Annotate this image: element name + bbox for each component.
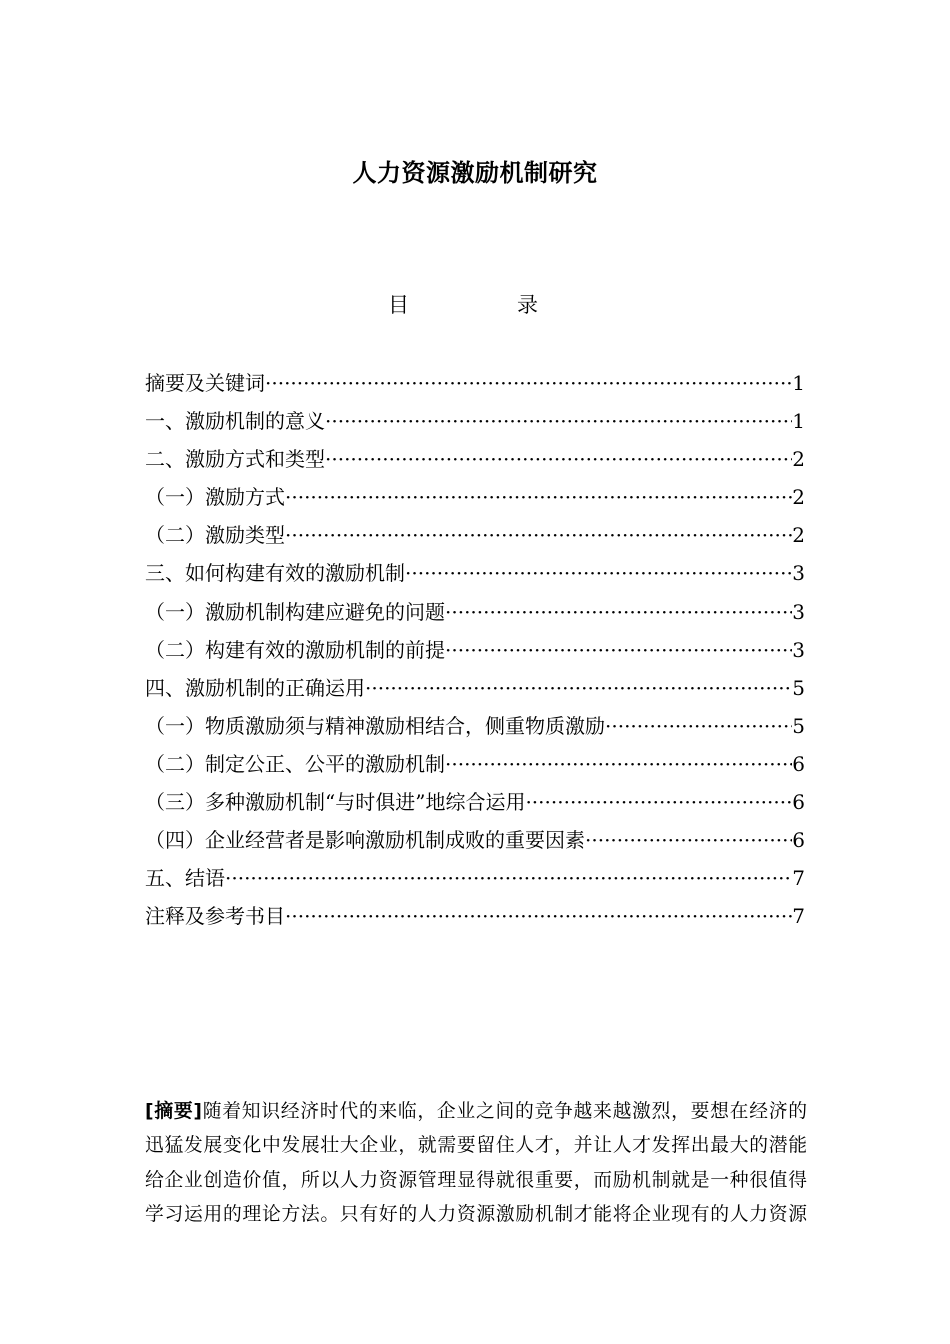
toc-leader-dots [225,859,792,897]
toc-entry-text: 一、激励机制的意义 [145,409,325,434]
toc-page-number: 1 [792,409,805,434]
abstract-line: 给企业创造价值，所以人力资源管理显得就很重要，而励机制就是一种很值得 [145,1169,807,1191]
toc-entry[interactable] [145,478,805,516]
abstract-line: 学习运用的理论方法。只有好的人力资源激励机制才能将企业现有的人力资源 [145,1203,807,1225]
document-title: 人力资源激励机制研究 [352,159,598,187]
toc-page-number: 6 [792,751,805,776]
toc-entry[interactable] [145,669,805,707]
toc-page-number: 5 [792,713,805,738]
toc-entry[interactable] [145,440,805,478]
toc-leader-dots [525,783,792,821]
toc-entry-text: （一）激励方式 [145,485,285,510]
toc-entry[interactable] [145,364,805,402]
toc-entry[interactable] [145,631,805,669]
toc-entry[interactable] [145,783,805,821]
toc-entry[interactable] [145,745,805,783]
toc-leader-dots [585,821,792,859]
toc-entry-text: 四、激励机制的正确运用 [145,675,365,700]
toc-heading [388,290,538,320]
toc-page-number: 2 [792,447,805,472]
toc-entry-text: 注释及参考书目 [145,904,285,929]
toc-leader-dots [445,745,792,783]
toc-entry[interactable] [145,821,805,859]
toc-entry[interactable] [145,554,805,592]
abstract-text: 随着知识经济时代的来临，企业之间的竞争越来越激烈，要想在经济的 [201,1101,807,1122]
toc-leader-dots [365,669,792,707]
toc-leader-dots [325,440,792,478]
toc-page-number: 7 [792,866,805,891]
toc-page-number: 3 [792,637,805,662]
toc-heading-left: 目 [388,293,409,317]
toc-leader-dots [325,402,792,440]
toc-leader-dots [605,707,792,745]
toc-page-number: 2 [792,485,805,510]
toc-entry[interactable] [145,897,805,935]
abstract [145,1095,807,1232]
toc-entry[interactable] [145,516,805,554]
toc-entry-text: 三、如何构建有效的激励机制 [145,561,405,586]
abstract-label: [摘要] [145,1101,202,1122]
toc-page-number: 2 [792,523,805,548]
toc-leader-dots [265,364,792,402]
toc-entry-text: （一）物质激励须与精神激励相结合，侧重物质激励 [145,713,605,738]
toc-entry-text: （三）多种激励机制“与时俱进”地综合运用 [145,790,526,815]
abstract-line: 迅猛发展变化中发展壮大企业，就需要留住人才，并让人才发挥出最大的潜能 [145,1135,807,1157]
toc-entry-text: （二）制定公正、公平的激励机制 [145,751,445,776]
toc-entry-text: （一）激励机制构建应避免的问题 [145,599,445,624]
toc-entry[interactable] [145,402,805,440]
toc-page-number: 7 [792,904,805,929]
toc-leader-dots [285,478,792,516]
toc-page-number: 3 [792,599,805,624]
toc-leader-dots [285,897,792,935]
toc-page-number: 6 [792,790,805,815]
toc-leader-dots [285,516,792,554]
toc-entry-text: 摘要及关键词 [145,371,265,395]
toc-entry[interactable] [145,593,805,631]
toc-entry[interactable] [145,707,805,745]
toc-page-number: 6 [792,828,805,853]
toc-entry-text: 五、结语 [145,866,225,891]
toc-entry[interactable] [145,859,805,897]
toc-page-number: 5 [792,675,805,700]
toc-entry-text: （二）激励类型 [145,523,285,548]
toc-entry-text: 二、激励方式和类型 [145,447,325,472]
abstract-line [145,1095,807,1129]
table-of-contents [145,364,805,935]
toc-page-number: 1 [792,371,805,395]
toc-entry-text: （四）企业经营者是影响激励机制成败的重要因素 [145,828,585,853]
toc-leader-dots [445,631,792,669]
toc-leader-dots [405,554,792,592]
toc-page-number: 3 [792,561,805,586]
toc-leader-dots [445,593,792,631]
toc-entry-text: （二）构建有效的激励机制的前提 [145,637,445,662]
toc-heading-right: 录 [517,293,538,317]
